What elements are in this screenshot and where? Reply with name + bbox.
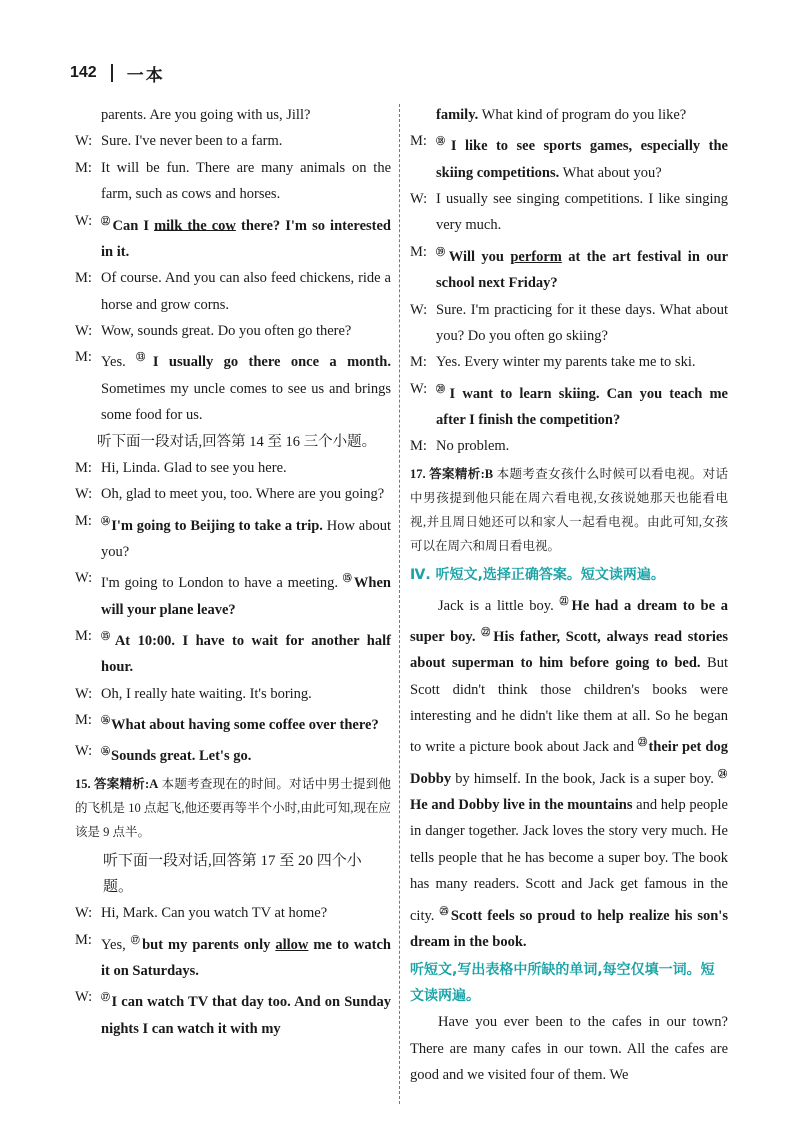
dialogue-line: W: I usually see singing competitions. I like singing very much.	[410, 191, 728, 234]
dialogue-line: W: Oh, glad to meet you, too. Where are you going?	[75, 486, 385, 503]
page-header	[70, 60, 165, 86]
dialogue-line: W: ⑫Can I milk the cow there? I'm so interested in it.	[75, 212, 391, 260]
header-separator	[111, 64, 113, 82]
dialogue-line: M: Hi, Linda. Glad to see you here.	[75, 459, 287, 476]
dialogue-line: M: ⑮At 10:00. I have to wait for another half hour.	[75, 628, 391, 676]
dialogue-line: W: Sure. I've never been to a farm.	[75, 133, 283, 150]
dialogue-line: W: ⑳I want to learn skiing. Can you teach me after I finish the competition?	[410, 380, 728, 428]
brand-logo-text: 一本	[126, 65, 165, 86]
dialogue-line: W: ⑰I can watch TV that day too. And on Sunday nights I can watch it with my	[75, 989, 391, 1037]
instruction-text: 听下面一段对话,回答第 14 至 16 三个小题。	[97, 433, 377, 450]
dialogue-line: W: Wow, sounds great. Do you often go there?	[75, 323, 352, 340]
dialogue-line: family. What kind of program do you like?	[436, 107, 687, 123]
page-number: 142	[70, 64, 97, 81]
dialogue-line: M: Of course. And you can also feed chickens, ride a horse and grow corns.	[75, 270, 391, 313]
section-title-iv: Ⅳ. 听短文,选择正确答案。短文读两遍。	[410, 566, 665, 583]
section-title-v: 听短文,写出表格中所缺的单词,每空仅填一词。短文读两遍。	[410, 962, 715, 1005]
answer-explanation-17: 17. 答案精析:B 本题考查女孩什么时候可以看电视。对话中男孩提到他只能在周六看电视,女孩说她那天也能看电视,并且周日她还可以和家人一起看电视。由此可知,女孩可以在周六和周日看电视。	[410, 466, 728, 553]
dialogue-line: W: Oh, I really hate waiting. It's boring.	[75, 685, 312, 702]
passage-paragraph-2: Have you ever been to the cafes in our town? There are many cafes in our town. All the cafes are good and we visited four of them. We	[410, 1014, 728, 1083]
dialogue-line: M: Yes. ⑬I usually go there once a month. Sometimes my uncle comes to see us and brings some food for us.	[75, 349, 391, 424]
instruction-text: 听下面一段对话,回答第 17 至 20 四个小题。	[103, 852, 362, 895]
dialogue-line: W: Sure. I'm practicing for it these days. What about you? Do you often go skiing?	[410, 301, 728, 344]
dialogue-line: M: ⑯What about having some coffee over there?	[75, 712, 379, 733]
column-divider	[399, 104, 400, 1104]
dialogue-line: M: It will be fun. There are many animals on the farm, such as cows and horses.	[75, 159, 391, 203]
dialogue-line: M: No problem.	[410, 438, 510, 455]
dialogue-line: W: I'm going to London to have a meeting. ⑮When will your plane leave?	[75, 570, 391, 618]
passage-paragraph: Jack is a little boy. $^㉑$He had a dream to be a super boy. $^㉒$His father, Scott, always read stories about superman to him before going to bed. But Scott didn't think those children's books were interesting and he didn't like them at all. So he began to write a picture book about Jack and $^㉓$their pet dog Dobby by himself. In the book, Jack is a super boy. $^㉔$He and Dobby live in the mountains and help people in danger together. Jack loves the story very much. He tells people that he has become a super boy. The book has many readers. Scott and Jack get famous in the city. $^㉕$Scott feels so proud to help realize his son's dream in the book.	[410, 595, 728, 950]
dialogue-line: parents. Are you going with us, Jill?	[101, 107, 311, 123]
dialogue-line: M: ⑭I'm going to Beijing to take a trip. How about you?	[75, 512, 391, 560]
dialogue-line: W: Hi, Mark. Can you watch TV at home?	[75, 905, 328, 922]
dialogue-line: M: ⑱I like to see sports games, especially the skiing competitions. What about you?	[410, 133, 728, 181]
left-column	[75, 102, 391, 1042]
dialogue-line: M: Yes, ⑰but my parents only allow me to watch it on Saturdays.	[75, 931, 391, 979]
dialogue-line: M: Yes. Every winter my parents take me to ski.	[410, 354, 696, 371]
dialogue-line: M: ⑲Will you perform at the art festival in our school next Friday?	[410, 243, 729, 292]
right-column	[410, 102, 728, 1088]
dialogue-line: W: ⑯Sounds great. Let's go.	[75, 743, 252, 765]
answer-explanation-15: 15. 答案精析:A 本题考查现在的时间。对话中男士提到他的飞机是 10 点起飞,他还要再等半个小时,由此可知,现在应该是 9 点半。	[75, 776, 391, 839]
